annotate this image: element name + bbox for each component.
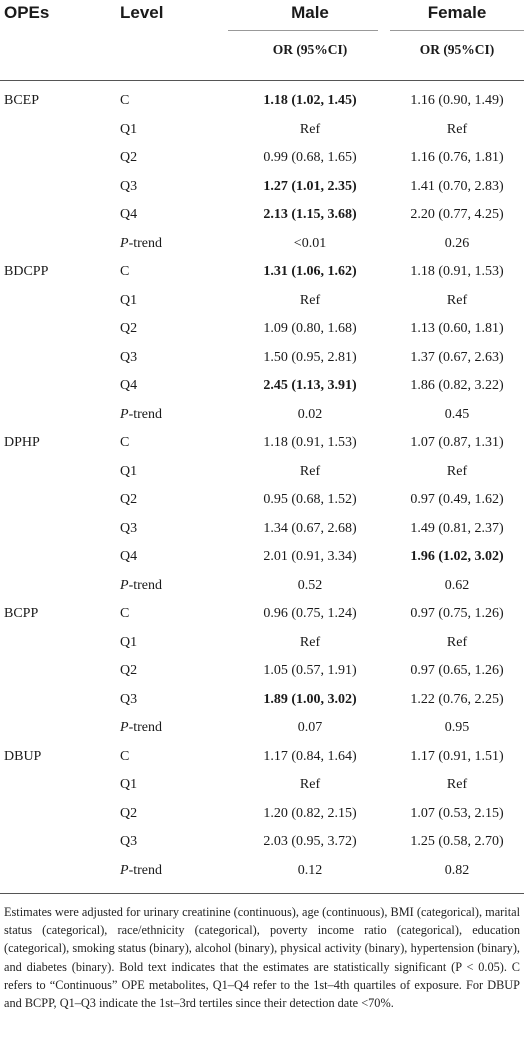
cell-level: C [120,264,130,279]
table-row [0,430,524,459]
cell-level: Q2 [120,321,138,336]
header-level: Level [120,3,164,22]
header-male: Male [291,3,329,22]
table-row [0,601,524,630]
cell-female-or: 1.13 (0.60, 1.81) [410,321,504,336]
cell-level: Q2 [120,663,138,678]
cell-female-or: 1.37 (0.67, 2.63) [410,349,504,365]
cell-male-or: 1.34 (0.67, 2.68) [263,520,357,536]
cell-level: Q3 [120,691,138,707]
subheader-male-or: OR (95%CI) [272,42,348,57]
cell-female-or: 1.16 (0.76, 1.81) [410,150,504,165]
cell-male-or: <0.01 [293,235,327,251]
cell-ope: BCPP [4,606,39,621]
cell-female-or: 0.45 [444,406,470,422]
cell-female-or: 1.41 (0.70, 2.83) [410,178,504,194]
cell-female-or: 1.49 (0.81, 2.37) [410,520,504,536]
table-body [0,88,524,886]
table-subheader-row [0,38,524,68]
table-header-row [0,0,524,30]
cell-male-or: 0.12 [297,862,323,878]
cell-male-or: 1.09 (0.80, 1.68) [263,321,357,336]
male-header-rule [228,30,378,31]
cell-male-or: 1.31 (1.06, 1.62) [263,264,357,279]
female-header-rule [390,30,524,31]
cell-male-or: 2.45 (1.13, 3.91) [263,378,357,393]
cell-level: Q1 [120,463,138,479]
cell-female-or: 1.86 (0.82, 3.22) [410,378,504,393]
cell-level: C [120,93,130,108]
cell-male-or: 0.96 (0.75, 1.24) [263,606,357,621]
table-row [0,687,524,716]
cell-level: P-trend [120,862,162,878]
table-row [0,544,524,573]
table-row [0,259,524,288]
cell-level: C [120,748,130,764]
table-row [0,487,524,516]
cell-male-or: 2.13 (1.15, 3.68) [263,207,357,222]
cell-male-or: 0.02 [297,406,323,422]
cell-level: Q3 [120,834,138,849]
cell-male-or: Ref [299,634,321,650]
cell-female-or: 1.25 (0.58, 2.70) [410,834,504,849]
table-row [0,744,524,773]
table-row [0,316,524,345]
table-row [0,145,524,174]
cell-female-or: 1.96 (1.02, 3.02) [410,549,504,564]
cell-female-or: Ref [446,121,468,137]
cell-level: Q1 [120,121,138,137]
cell-male-or: 1.89 (1.00, 3.02) [263,691,357,707]
cell-level: Q2 [120,492,138,507]
table-row [0,858,524,887]
cell-female-or: 0.95 [444,720,470,735]
cell-female-or: 1.18 (0.91, 1.53) [410,264,504,279]
subheader-female-or: OR (95%CI) [419,42,495,57]
cell-level: Q2 [120,805,138,821]
cell-ope: BCEP [4,93,40,108]
table-row [0,772,524,801]
cell-level: Q1 [120,777,138,792]
cell-level: P-trend [120,406,162,422]
cell-ope: DBUP [4,748,42,764]
cell-male-or: Ref [299,463,321,479]
cell-level: Q1 [120,634,138,650]
table-row [0,288,524,317]
cell-level: Q2 [120,150,138,165]
cell-female-or: Ref [446,777,468,792]
cell-female-or: 0.26 [444,235,470,251]
cell-male-or: 1.27 (1.01, 2.35) [263,178,357,194]
table-row [0,516,524,545]
cell-ope: DPHP [4,435,40,450]
cell-male-or: 2.03 (0.95, 3.72) [263,834,357,849]
table-row [0,373,524,402]
table-row [0,345,524,374]
cell-male-or: 1.20 (0.82, 2.15) [263,805,357,821]
table-row [0,658,524,687]
cell-level: P-trend [120,235,162,251]
cell-male-or: 0.52 [297,577,323,593]
cell-male-or: 1.17 (0.84, 1.64) [263,748,357,764]
table-bottom-rule [0,893,524,894]
cell-female-or: 0.97 (0.75, 1.26) [410,606,504,621]
cell-male-or: Ref [299,292,321,308]
cell-female-or: 0.62 [444,577,470,593]
cell-female-or: 0.97 (0.65, 1.26) [410,663,504,678]
table-row [0,573,524,602]
table-row [0,202,524,231]
cell-level: Q4 [120,207,138,222]
table-row [0,630,524,659]
cell-female-or: 1.17 (0.91, 1.51) [410,748,504,764]
cell-male-or: Ref [299,777,321,792]
cell-female-or: 1.22 (0.76, 2.25) [410,691,504,707]
cell-female-or: Ref [446,463,468,479]
cell-male-or: Ref [299,121,321,137]
cell-male-or: 1.18 (1.02, 1.45) [263,93,357,108]
cell-level: Q4 [120,549,138,564]
cell-level: P-trend [120,577,162,593]
table-footnote: Estimates were adjusted for urinary creatinine (continuous), age (continuous), BMI (categorical), marital status (categorical), race/ethnicity (categorical), poverty income ratio (categorical), education (categorical), smoking status (binary), alcohol (binary), physical activity (binary), hypertension (binary), and diabetes (binary). Bold text indicates that the estimates are statistically significant (P < 0.05). C refers to “Continuous” OPE metabolites, Q1–Q4 refer to the 1st–4th quartiles of exposure. For DBUP and BCPP, Q1–Q3 indicate the 1st–3rd tertiles since their detection date <70%. [4,905,520,1011]
cell-ope: BDCPP [4,264,49,279]
table-row [0,231,524,260]
table-row [0,829,524,858]
cell-female-or: Ref [446,292,468,308]
cell-level: C [120,606,130,621]
cell-male-or: 1.05 (0.57, 1.91) [263,663,357,678]
header-opes: OPEs [4,3,50,22]
cell-level: Q3 [120,520,138,536]
cell-male-or: 0.07 [297,720,323,735]
cell-level: Q3 [120,178,138,194]
cell-female-or: 1.07 (0.87, 1.31) [410,435,504,450]
header-female: Female [427,3,487,22]
cell-female-or: 2.20 (0.77, 4.25) [410,207,504,222]
table-row [0,402,524,431]
cell-male-or: 0.99 (0.68, 1.65) [263,150,357,165]
table-row [0,88,524,117]
cell-female-or: Ref [446,634,468,650]
cell-female-or: 0.97 (0.49, 1.62) [410,492,504,507]
cell-level: P-trend [120,720,162,735]
cell-male-or: 0.95 (0.68, 1.52) [263,492,357,507]
header-bottom-rule [0,80,524,81]
table-row [0,715,524,744]
cell-level: Q3 [120,349,138,365]
cell-level: Q1 [120,292,138,308]
cell-female-or: 1.07 (0.53, 2.15) [410,805,504,821]
cell-level: Q4 [120,378,138,393]
cell-male-or: 1.18 (0.91, 1.53) [263,435,357,450]
cell-level: C [120,435,130,450]
cell-male-or: 2.01 (0.91, 3.34) [263,549,357,564]
table-row [0,174,524,203]
cell-female-or: 1.16 (0.90, 1.49) [410,93,504,108]
cell-female-or: 0.82 [444,862,470,878]
table-row [0,117,524,146]
table-row [0,801,524,830]
cell-male-or: 1.50 (0.95, 2.81) [263,349,357,365]
table-row [0,459,524,488]
